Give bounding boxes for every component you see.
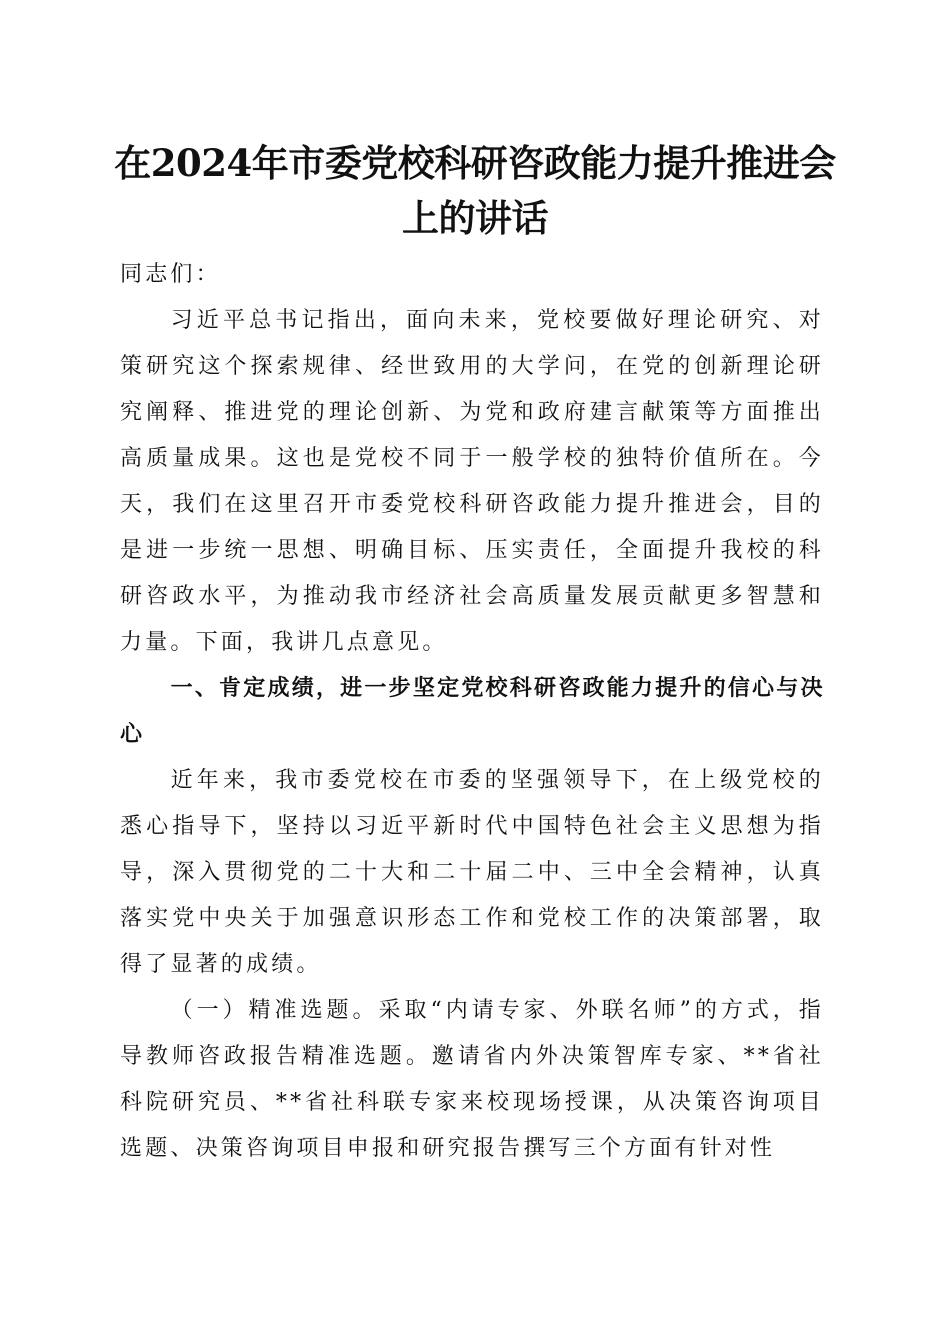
salutation: 同志们： <box>120 262 221 287</box>
document-title <box>100 136 850 246</box>
title-line-2: 上的讲话 <box>402 196 548 240</box>
section-heading-1: 一、肯定成绩，进一步坚定党校科研咨政能力提升的信心与决心 <box>120 676 824 747</box>
document-body <box>120 252 824 1172</box>
paragraph-achievements: 近年来，我市委党校在市委的坚强领导下，在上级党校的悉心指导下，坚持以习近平新时代中国特色社会主义思想为指导，深入贯彻党的二十大和二十届二中、三中全会精神，认真落实党中央关于加强意识形态工作和党校工作的决策部署，取得了显著的成绩。 <box>120 768 824 977</box>
paragraph-topic-selection: （一）精准选题。采取“内请专家、外联名师”的方式，指导教师咨政报告精准选题。邀请省内外决策智库专家、**省社科院研究员、**省社科联专家来校现场授课，从决策咨询项目选题、决策咨询项目申报和研究报告撰写三个方面有针对性 <box>120 998 824 1161</box>
paragraph-intro: 习近平总书记指出，面向未来，党校要做好理论研究、对策研究这个探索规律、经世致用的大学问，在党的创新理论研究阐释、推进党的理论创新、为党和政府建言献策等方面推出高质量成果。这也是党校不同于一般学校的独特价值所在。今天，我们在这里召开市委党校科研咨政能力提升推进会，目的是进一步统一思想、明确目标、压实责任，全面提升我校的科研咨政水平，为推动我市经济社会高质量发展贡献更多智慧和力量。下面，我讲几点意见。 <box>120 308 824 655</box>
title-line-1: 在2024年市委党校科研咨政能力提升推进会 <box>114 141 836 185</box>
